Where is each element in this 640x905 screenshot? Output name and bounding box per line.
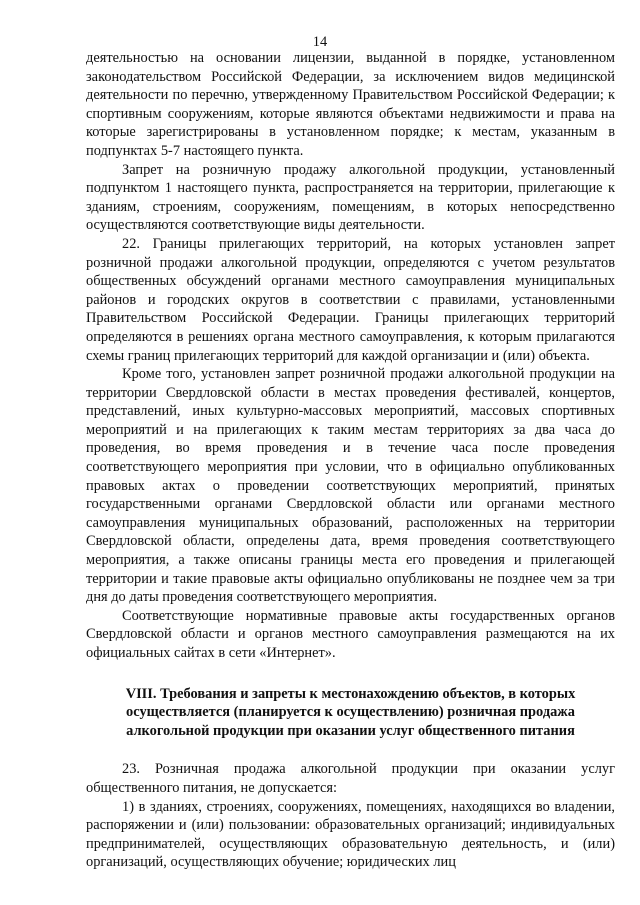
paragraph: Запрет на розничную продажу алкогольной продукции, установленный подпунктом 1 настоящего пункта, распространяется на территории, прилегающие к зданиям, строениям, сооружениям, помещениям, в которых непосредственно осуществляются соответствующие виды деятельности. [86, 161, 615, 234]
paragraph: Кроме того, установлен запрет розничной продажи алкогольной продукции на территории Свердловской области в местах проведения фестивалей, концертов, представлений, иных культурно-массовых мероприятий, массовых спортивных мероприятий и на прилегающих к таким местам территориях за два часа до проведения, во время проведения и в течение часа после проведения соответствующего мероприятия при условии, что в официально опубликованных правовых актах о проведении соответствующих мероприятий, принятых государственными органами Свердловской области или органами местного самоуправления муниципальных образований, расположенных на территории Свердловской области, определены дата, время проведения соответствующего мероприятия, а также описаны границы места его проведения и прилегающей территории и такие правовые акты официально опубликованы не позднее чем за три дня до даты проведения соответствующего мероприятия. [86, 366, 615, 606]
paragraph-continued: деятельностью на основании лицензии, выданной в порядке, установленном законодательством Российской Федерации, за исключением видов медицинской деятельности по перечню, утвержденному Правительством Российской Федерации; к спортивным сооружениям, которые являются объектами недвижимости и права на которые зарегистрированы в установленном порядке; к местам, указанным в подпунктах 5-7 настоящего пункта. [86, 50, 615, 159]
paragraph-item-23: 23. Розничная продажа алкогольной продукции при оказании услуг общественного питания, не допускается: [86, 761, 615, 796]
paragraph-item-22: 22. Границы прилегающих территорий, на которых установлен запрет розничной продажи алкогольной продукции, определяются с учетом результатов общественных обсуждений органами местного самоуправления муниципальных районов и городских округов в соответствии с правилами, установленными Правительством Российской Федерации. Границы прилегающих территорий определяются в решениях органа местного самоуправления, к которым прилагаются схемы границ прилегающих территорий для каждой организации и (или) объекта. [86, 235, 615, 364]
page-number: 14 [312, 34, 328, 50]
paragraph: Соответствующие нормативные правовые акты государственных органов Свердловской области и органов местного самоуправления размещаются на их официальных сайтах в сети «Интернет». [86, 607, 615, 661]
paragraph-subitem-1: 1) в зданиях, строениях, сооружениях, помещениях, находящихся во владении, распоряжении и (или) пользовании: образовательных организаций; индивидуальных предпринимателей, осуществляющих образовательную деятельность, и (или) организаций, осуществляющих обучение; юридических лиц [86, 798, 615, 871]
section-heading: VIII. Требования и запреты к местонахождению объектов, в которых осуществляется (планируется к осуществлению) розничная продажа алкогольной продукции при оказании услуг общественного питания [125, 685, 576, 739]
document-body [86, 49, 615, 872]
